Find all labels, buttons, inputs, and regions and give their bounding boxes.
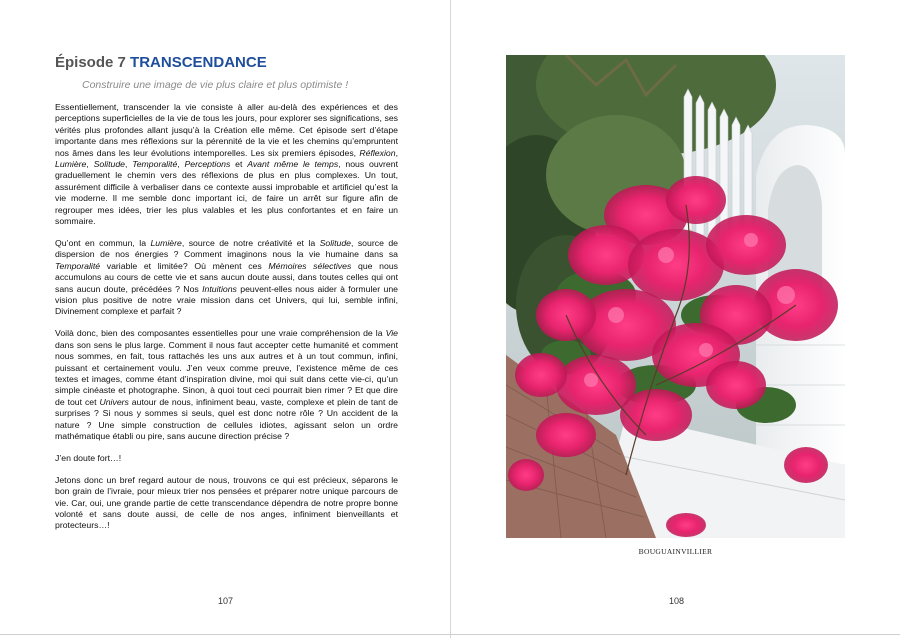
paragraph-4: J’en doute fort…! [55, 452, 122, 463]
text-run: , [395, 147, 398, 158]
page-number-left: 107 [218, 596, 234, 606]
italic-term: Avant même le temps [247, 159, 339, 170]
text-run: variable et limitée? Où mènent ces [100, 260, 269, 271]
text-run: , source de notre créativité et la [181, 237, 320, 248]
text-run: et [230, 159, 248, 170]
text-run: , source de dispersion de nos énergies ? Comment imaginons nous la vie humaine dans sa [55, 237, 399, 260]
italic-term: Mémoires sélectives [268, 260, 352, 271]
text-run: autour de nous, infiniment beau, vaste, complexe et plein de tant de surprises ? Si nous y sommes si seuls, quel est donc notre rôle ? Un accident de la nature ? Une simple construction de cellules idiotes, agissant selon un ordre mathématique établi ou pire, sans aucune direction précise ? [55, 396, 398, 441]
page-number-right: 108 [669, 596, 685, 606]
body-text [55, 102, 398, 542]
page-title [55, 54, 267, 71]
text-run: dans son sens le plus large. Comment il nous faut accepter cette humanité et comment nous sommes, en fait, tous rattachés les uns aux autres et à un tout commun, infini, puissant et certainement voulu. J’en veux comme preuve, l’existence même de ces textes et images, comme étant d’inspiration divine, moi qui suit dans cette vie-ci, qu’un simple cinéaste et photographe. Sinon, à quoi tout ceci pourrait bien rimer ? Et que dire de tout cet [55, 339, 398, 407]
paragraph-2 [55, 238, 398, 318]
text-run: Voilà donc, bien des composantes essentielles pour une vraie compréhension de la [55, 328, 386, 339]
bottom-edge-line [0, 634, 900, 635]
italic-term: Solitude [319, 237, 351, 248]
italic-term: Solitude [93, 159, 125, 170]
italic-term: Lumière [55, 159, 87, 170]
photo-caption: BOUGUAINVILLIER [638, 547, 713, 556]
italic-term: Univers [99, 396, 129, 407]
text-run: , nous ouvrent graduellement le chemin vers des réflexions de plus en plus complexes. Un tout, assurément difficile à verbaliser dans ce contexte aussi improbable et artificiel qu’est la vie moderne. Il me semble donc important ici, de faire un arrêt sur figure afin de regrouper mes idées, trier les plus valables et les plus confortantes et en faire un sommaire. [55, 159, 398, 227]
episode-title: TRANSCENDANCE [130, 54, 267, 71]
paragraph-3 [55, 328, 398, 442]
text-run: Essentiellement, transcender la vie consiste à aller au-delà des expériences et des perceptions superficielles de la vie de tous les jours, pour explorer ses significations, ses vérités plus profondes allant jusqu’à la Création elle même. Cet épisode sert d’étape importante dans mes réflexions sur la pérennité de la vie et les chemins qu’empruntent nos âmes dans les leur évolutions intemporelles. Les six premiers épisodes, [55, 102, 398, 158]
photo-illustration [506, 55, 845, 538]
text-run: peuvent-elles nous aider à formuler une vision plus positive de notre vraie mission dans cet Univers, qui lui, semble infini, Divinement complexe et parfait ? [55, 283, 398, 317]
paragraph-1 [55, 102, 398, 227]
bougainvillea-photo [506, 55, 845, 538]
text-run: Qu’ont en commun, la [55, 237, 151, 248]
italic-term: Temporalité [55, 260, 101, 271]
italic-term: Lumière [150, 237, 182, 248]
text-run: , [86, 159, 94, 170]
text-run: que nous accumulons au cours de cette vie et sans aucun doute aussi, dans toutes celles qui ont sans aucun doute, précédées ? Nos [55, 260, 398, 294]
text-run: , [125, 159, 133, 170]
text-run: , [177, 159, 185, 170]
italic-term: Perceptions [184, 159, 231, 170]
paragraph-5: Jetons donc un bref regard autour de nous, trouvons ce qui est précieux, séparons le bon grain de l’ivraie, pour mieux trier nos pensées et préparer notre unique parcours de vie. Car, oui, une grande partie de cette transcendance dépendra de notre propre bonne volonté et sans doute aussi, de celle de nos anges, infiniment bienveillants et protecteurs…! [55, 474, 398, 531]
subtitle: Construire une image de vie plus claire et plus optimiste ! [82, 79, 349, 91]
italic-term: Réflexion [359, 147, 396, 158]
italic-term: Vie [385, 328, 398, 339]
italic-term: Intuitions [202, 283, 237, 294]
episode-label: Épisode 7 [55, 54, 126, 71]
italic-term: Temporalité [132, 159, 178, 170]
